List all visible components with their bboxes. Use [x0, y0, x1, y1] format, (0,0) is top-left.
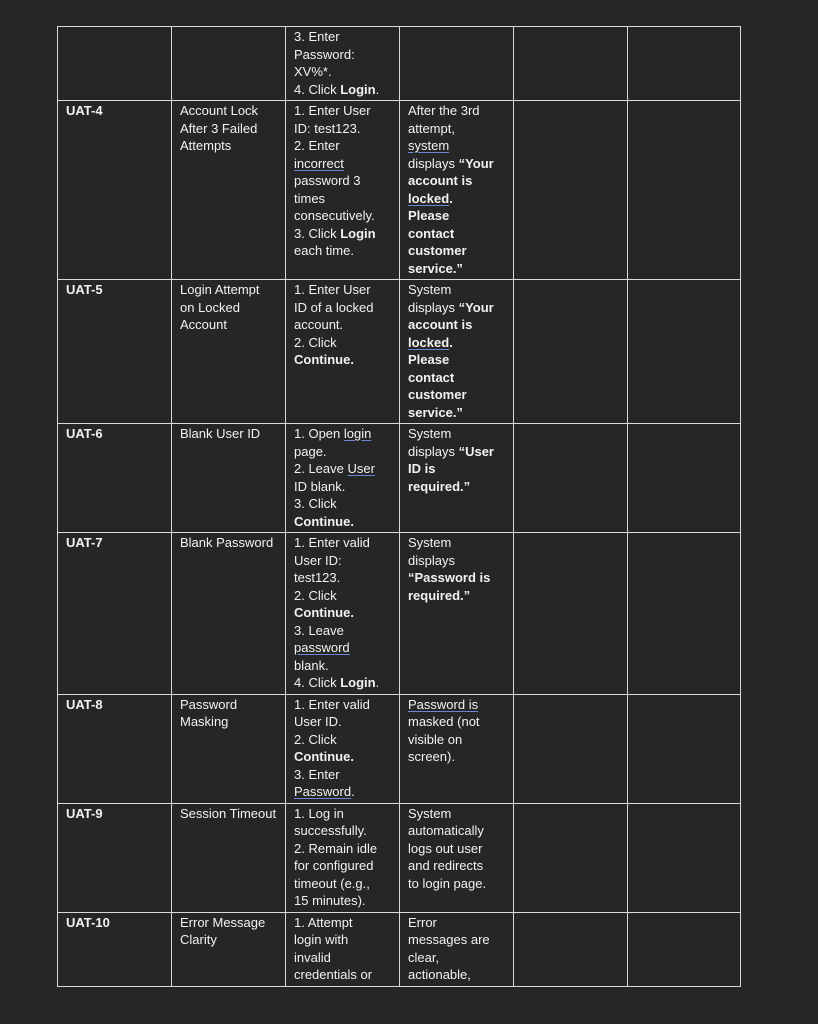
text-run: timeout (e.g.,	[294, 875, 370, 891]
cell-line	[408, 260, 505, 278]
text-run: 2. Click	[294, 587, 337, 603]
text-run: each time.	[294, 243, 354, 258]
text-run: account.	[294, 317, 344, 332]
text-run: Login	[340, 81, 376, 97]
test-id-cell: UAT-5	[58, 280, 172, 424]
cell-line	[294, 931, 391, 949]
text-run: times	[294, 190, 326, 206]
text-run: 2. Remain idle	[294, 840, 378, 856]
text-run: required.”	[408, 478, 471, 494]
cell-line	[408, 460, 505, 478]
text-run: .	[449, 334, 453, 350]
cell-line	[294, 657, 391, 675]
text-run: 4. Click	[294, 81, 341, 97]
text-run: Password	[294, 784, 352, 799]
cell-line	[294, 102, 391, 120]
cell-line	[294, 207, 391, 225]
text-run: clear,	[408, 949, 440, 965]
text-run: customer	[408, 387, 467, 402]
actual-result-cell	[514, 27, 628, 101]
cell-line	[408, 172, 505, 190]
test-name-cell: Error Message Clarity	[172, 912, 286, 986]
cell-line	[408, 569, 505, 587]
cell-line	[294, 949, 391, 967]
expected-result-cell	[400, 912, 514, 986]
cell-line	[294, 46, 391, 64]
text-run: 2. Enter	[294, 138, 340, 153]
text-run: logs out user	[408, 840, 483, 856]
cell-line	[408, 949, 505, 967]
text-run: service.”	[408, 260, 463, 276]
text-run: Please	[408, 208, 450, 223]
text-run: contact	[408, 369, 455, 385]
test-name-cell: Password Masking	[172, 694, 286, 803]
text-run: 2. Click	[294, 334, 337, 350]
actual-result-cell	[514, 533, 628, 695]
text-run: “Your	[458, 155, 494, 171]
cell-line	[408, 190, 505, 208]
cell-line	[294, 478, 391, 496]
cell-line	[408, 386, 505, 404]
test-name-cell: Login Attempt on Locked Account	[172, 280, 286, 424]
text-run: for configured	[294, 858, 374, 873]
text-run: displays	[408, 552, 455, 568]
test-steps-cell	[286, 101, 400, 280]
text-run: automatically	[408, 823, 484, 838]
cell-line	[408, 587, 505, 605]
cell-line	[294, 155, 391, 173]
status-cell	[628, 101, 741, 280]
cell-line	[294, 334, 391, 352]
text-run: After the 3rd	[408, 103, 480, 118]
text-run: “User	[458, 443, 494, 459]
cell-line	[408, 696, 505, 714]
text-run: XV%*.	[294, 64, 332, 79]
table-row	[58, 533, 741, 695]
cell-line	[294, 892, 391, 910]
cell-line	[294, 443, 391, 461]
text-run: 3. Leave	[294, 622, 344, 638]
cell-line	[294, 822, 391, 840]
text-run: and redirects	[408, 858, 484, 873]
actual-result-cell	[514, 101, 628, 280]
table-row	[58, 101, 741, 280]
cell-line	[294, 172, 391, 190]
status-cell	[628, 803, 741, 912]
status-cell	[628, 533, 741, 695]
cell-line	[408, 857, 505, 875]
text-run: .	[375, 81, 380, 97]
cell-line	[294, 190, 391, 208]
table-row	[58, 694, 741, 803]
test-name-cell	[172, 27, 286, 101]
cell-line	[408, 102, 505, 120]
test-name-cell: Session Timeout	[172, 803, 286, 912]
text-run: locked	[408, 334, 450, 350]
cell-line	[408, 299, 505, 317]
text-run: displays	[408, 155, 459, 171]
cell-line	[294, 28, 391, 46]
text-run: Error	[408, 914, 437, 930]
text-run: incorrect	[294, 155, 344, 171]
cell-line	[408, 748, 505, 766]
text-run: successfully.	[294, 823, 367, 838]
cell-line	[408, 931, 505, 949]
actual-result-cell	[514, 280, 628, 424]
text-run: .	[351, 784, 355, 799]
text-run: 2. Leave	[294, 461, 348, 476]
test-name-cell: Blank Password	[172, 533, 286, 695]
table-row	[58, 424, 741, 533]
cell-line	[294, 857, 391, 875]
text-run: “Password is	[408, 570, 491, 585]
cell-line	[408, 875, 505, 893]
actual-result-cell	[514, 803, 628, 912]
actual-result-cell	[514, 912, 628, 986]
cell-line	[408, 822, 505, 840]
text-run: Continue.	[294, 605, 354, 620]
cell-line	[408, 207, 505, 225]
cell-line	[294, 425, 391, 443]
text-run: messages are	[408, 932, 490, 947]
cell-line	[294, 639, 391, 657]
text-run: actionable,	[408, 967, 471, 982]
text-run: .	[375, 675, 380, 690]
text-run: credentials or	[294, 967, 373, 982]
text-run: invalid	[294, 949, 331, 965]
cell-line	[294, 534, 391, 552]
cell-line	[408, 225, 505, 243]
text-run: 1. Enter User	[294, 103, 371, 118]
text-run: masked (not	[408, 714, 480, 729]
status-cell	[628, 694, 741, 803]
cell-line	[408, 443, 505, 461]
cell-line	[294, 840, 391, 858]
test-id-cell: UAT-4	[58, 101, 172, 280]
cell-line	[408, 351, 505, 369]
text-run: 1. Enter valid	[294, 696, 370, 712]
test-steps-cell	[286, 424, 400, 533]
text-run: account is	[408, 317, 473, 332]
cell-line	[294, 966, 391, 984]
text-run: visible on	[408, 731, 463, 747]
text-run: consecutively.	[294, 208, 375, 223]
test-id-cell: UAT-10	[58, 912, 172, 986]
expected-result-cell	[400, 803, 514, 912]
cell-line	[294, 242, 391, 260]
cell-line	[294, 81, 391, 99]
cell-line	[294, 875, 391, 893]
table-body	[58, 27, 741, 987]
actual-result-cell	[514, 424, 628, 533]
cell-line	[294, 766, 391, 784]
test-steps-cell	[286, 533, 400, 695]
text-run: customer	[408, 243, 467, 258]
text-run: 2. Click	[294, 731, 337, 747]
text-run: ID: test123.	[294, 120, 361, 136]
status-cell	[628, 912, 741, 986]
text-run: required.”	[408, 587, 471, 603]
cell-line	[294, 748, 391, 766]
cell-line	[408, 914, 505, 932]
text-run: ID blank.	[294, 478, 346, 494]
text-run: ID of a locked	[294, 299, 374, 315]
cell-line	[294, 351, 391, 369]
expected-result-cell	[400, 27, 514, 101]
test-name-cell: Blank User ID	[172, 424, 286, 533]
text-run: 3. Enter	[294, 766, 340, 782]
cell-line	[294, 587, 391, 605]
test-id-cell: UAT-7	[58, 533, 172, 695]
text-run: System	[408, 805, 452, 821]
text-run: Continue.	[294, 513, 354, 529]
cell-line	[408, 552, 505, 570]
test-steps-cell	[286, 280, 400, 424]
status-cell	[628, 280, 741, 424]
test-steps-cell	[286, 694, 400, 803]
test-id-cell: UAT-8	[58, 694, 172, 803]
test-id-cell: UAT-9	[58, 803, 172, 912]
cell-line	[294, 805, 391, 823]
table-row	[58, 280, 741, 424]
text-run: User ID.	[294, 714, 342, 729]
status-cell	[628, 27, 741, 101]
cell-line	[294, 783, 391, 801]
test-name-cell: Account Lock After 3 Failed Attempts	[172, 101, 286, 280]
text-run: System	[408, 426, 452, 441]
uat-test-case-table	[57, 26, 741, 987]
cell-line	[408, 242, 505, 260]
expected-result-cell	[400, 280, 514, 424]
cell-line	[408, 805, 505, 823]
text-run: 1. Log in	[294, 805, 344, 821]
text-run: Please	[408, 352, 450, 367]
cell-line	[408, 334, 505, 352]
text-run: contact	[408, 225, 455, 241]
text-run: 3. Enter	[294, 29, 340, 44]
cell-line	[408, 316, 505, 334]
cell-line	[294, 622, 391, 640]
text-run: Login	[340, 675, 376, 690]
cell-line	[408, 534, 505, 552]
cell-line	[408, 155, 505, 173]
text-run: 1. Attempt	[294, 914, 353, 930]
test-id-cell	[58, 27, 172, 101]
text-run: test123.	[294, 570, 341, 585]
cell-line	[294, 713, 391, 731]
text-run: 1. Enter User	[294, 282, 371, 297]
cell-line	[294, 225, 391, 243]
text-run: to login page.	[408, 875, 487, 891]
text-run: 3. Click	[294, 225, 341, 241]
cell-line	[294, 674, 391, 692]
text-run: attempt,	[408, 120, 455, 136]
cell-line	[408, 137, 505, 155]
expected-result-cell	[400, 424, 514, 533]
text-run: User ID:	[294, 552, 342, 568]
text-run: System	[408, 282, 452, 297]
text-run: 3. Click	[294, 496, 337, 511]
text-run: screen).	[408, 749, 455, 764]
text-run: Login	[340, 225, 376, 241]
text-run: service.”	[408, 404, 463, 420]
cell-line	[294, 914, 391, 932]
text-run: page.	[294, 443, 327, 459]
test-steps-cell	[286, 27, 400, 101]
table-row	[58, 803, 741, 912]
text-run: login with	[294, 932, 349, 947]
cell-line	[408, 369, 505, 387]
table-row	[58, 27, 741, 101]
table-row	[58, 912, 741, 986]
cell-line	[408, 425, 505, 443]
cell-line	[408, 966, 505, 984]
text-run: account is	[408, 173, 473, 188]
cell-line	[294, 552, 391, 570]
text-run: displays	[408, 299, 459, 315]
text-run: ID is	[408, 461, 436, 476]
text-run: 4. Click	[294, 675, 341, 690]
status-cell	[628, 424, 741, 533]
text-run: 15 minutes).	[294, 893, 366, 908]
cell-line	[294, 316, 391, 334]
cell-line	[294, 137, 391, 155]
cell-line	[408, 404, 505, 422]
text-run: Continue.	[294, 352, 354, 367]
cell-line	[294, 731, 391, 749]
text-run: Password:	[294, 46, 355, 62]
cell-line	[294, 460, 391, 478]
cell-line	[294, 281, 391, 299]
test-steps-cell	[286, 803, 400, 912]
cell-line	[408, 731, 505, 749]
test-id-cell: UAT-6	[58, 424, 172, 533]
cell-line	[408, 713, 505, 731]
test-steps-cell	[286, 912, 400, 986]
text-run: Continue.	[294, 749, 354, 764]
text-run: Password is	[408, 696, 479, 712]
text-run: system	[408, 138, 450, 153]
actual-result-cell	[514, 694, 628, 803]
text-run: “Your	[458, 299, 494, 315]
cell-line	[294, 299, 391, 317]
cell-line	[408, 120, 505, 138]
cell-line	[294, 63, 391, 81]
text-run: password	[294, 640, 350, 655]
expected-result-cell	[400, 694, 514, 803]
text-run: System	[408, 535, 452, 550]
expected-result-cell	[400, 533, 514, 695]
cell-line	[294, 604, 391, 622]
cell-line	[408, 840, 505, 858]
text-run: blank.	[294, 657, 329, 673]
cell-line	[294, 120, 391, 138]
text-run: 1. Open	[294, 426, 344, 441]
text-run: password 3	[294, 173, 361, 188]
cell-line	[408, 281, 505, 299]
cell-line	[294, 513, 391, 531]
text-run: displays	[408, 443, 459, 459]
text-run: 1. Enter valid	[294, 535, 370, 550]
expected-result-cell	[400, 101, 514, 280]
text-run: .	[449, 190, 453, 206]
cell-line	[294, 495, 391, 513]
cell-line	[408, 478, 505, 496]
text-run: login	[343, 426, 372, 441]
cell-line	[294, 696, 391, 714]
text-run: locked	[408, 190, 450, 206]
cell-line	[294, 569, 391, 587]
text-run: User	[347, 461, 375, 476]
